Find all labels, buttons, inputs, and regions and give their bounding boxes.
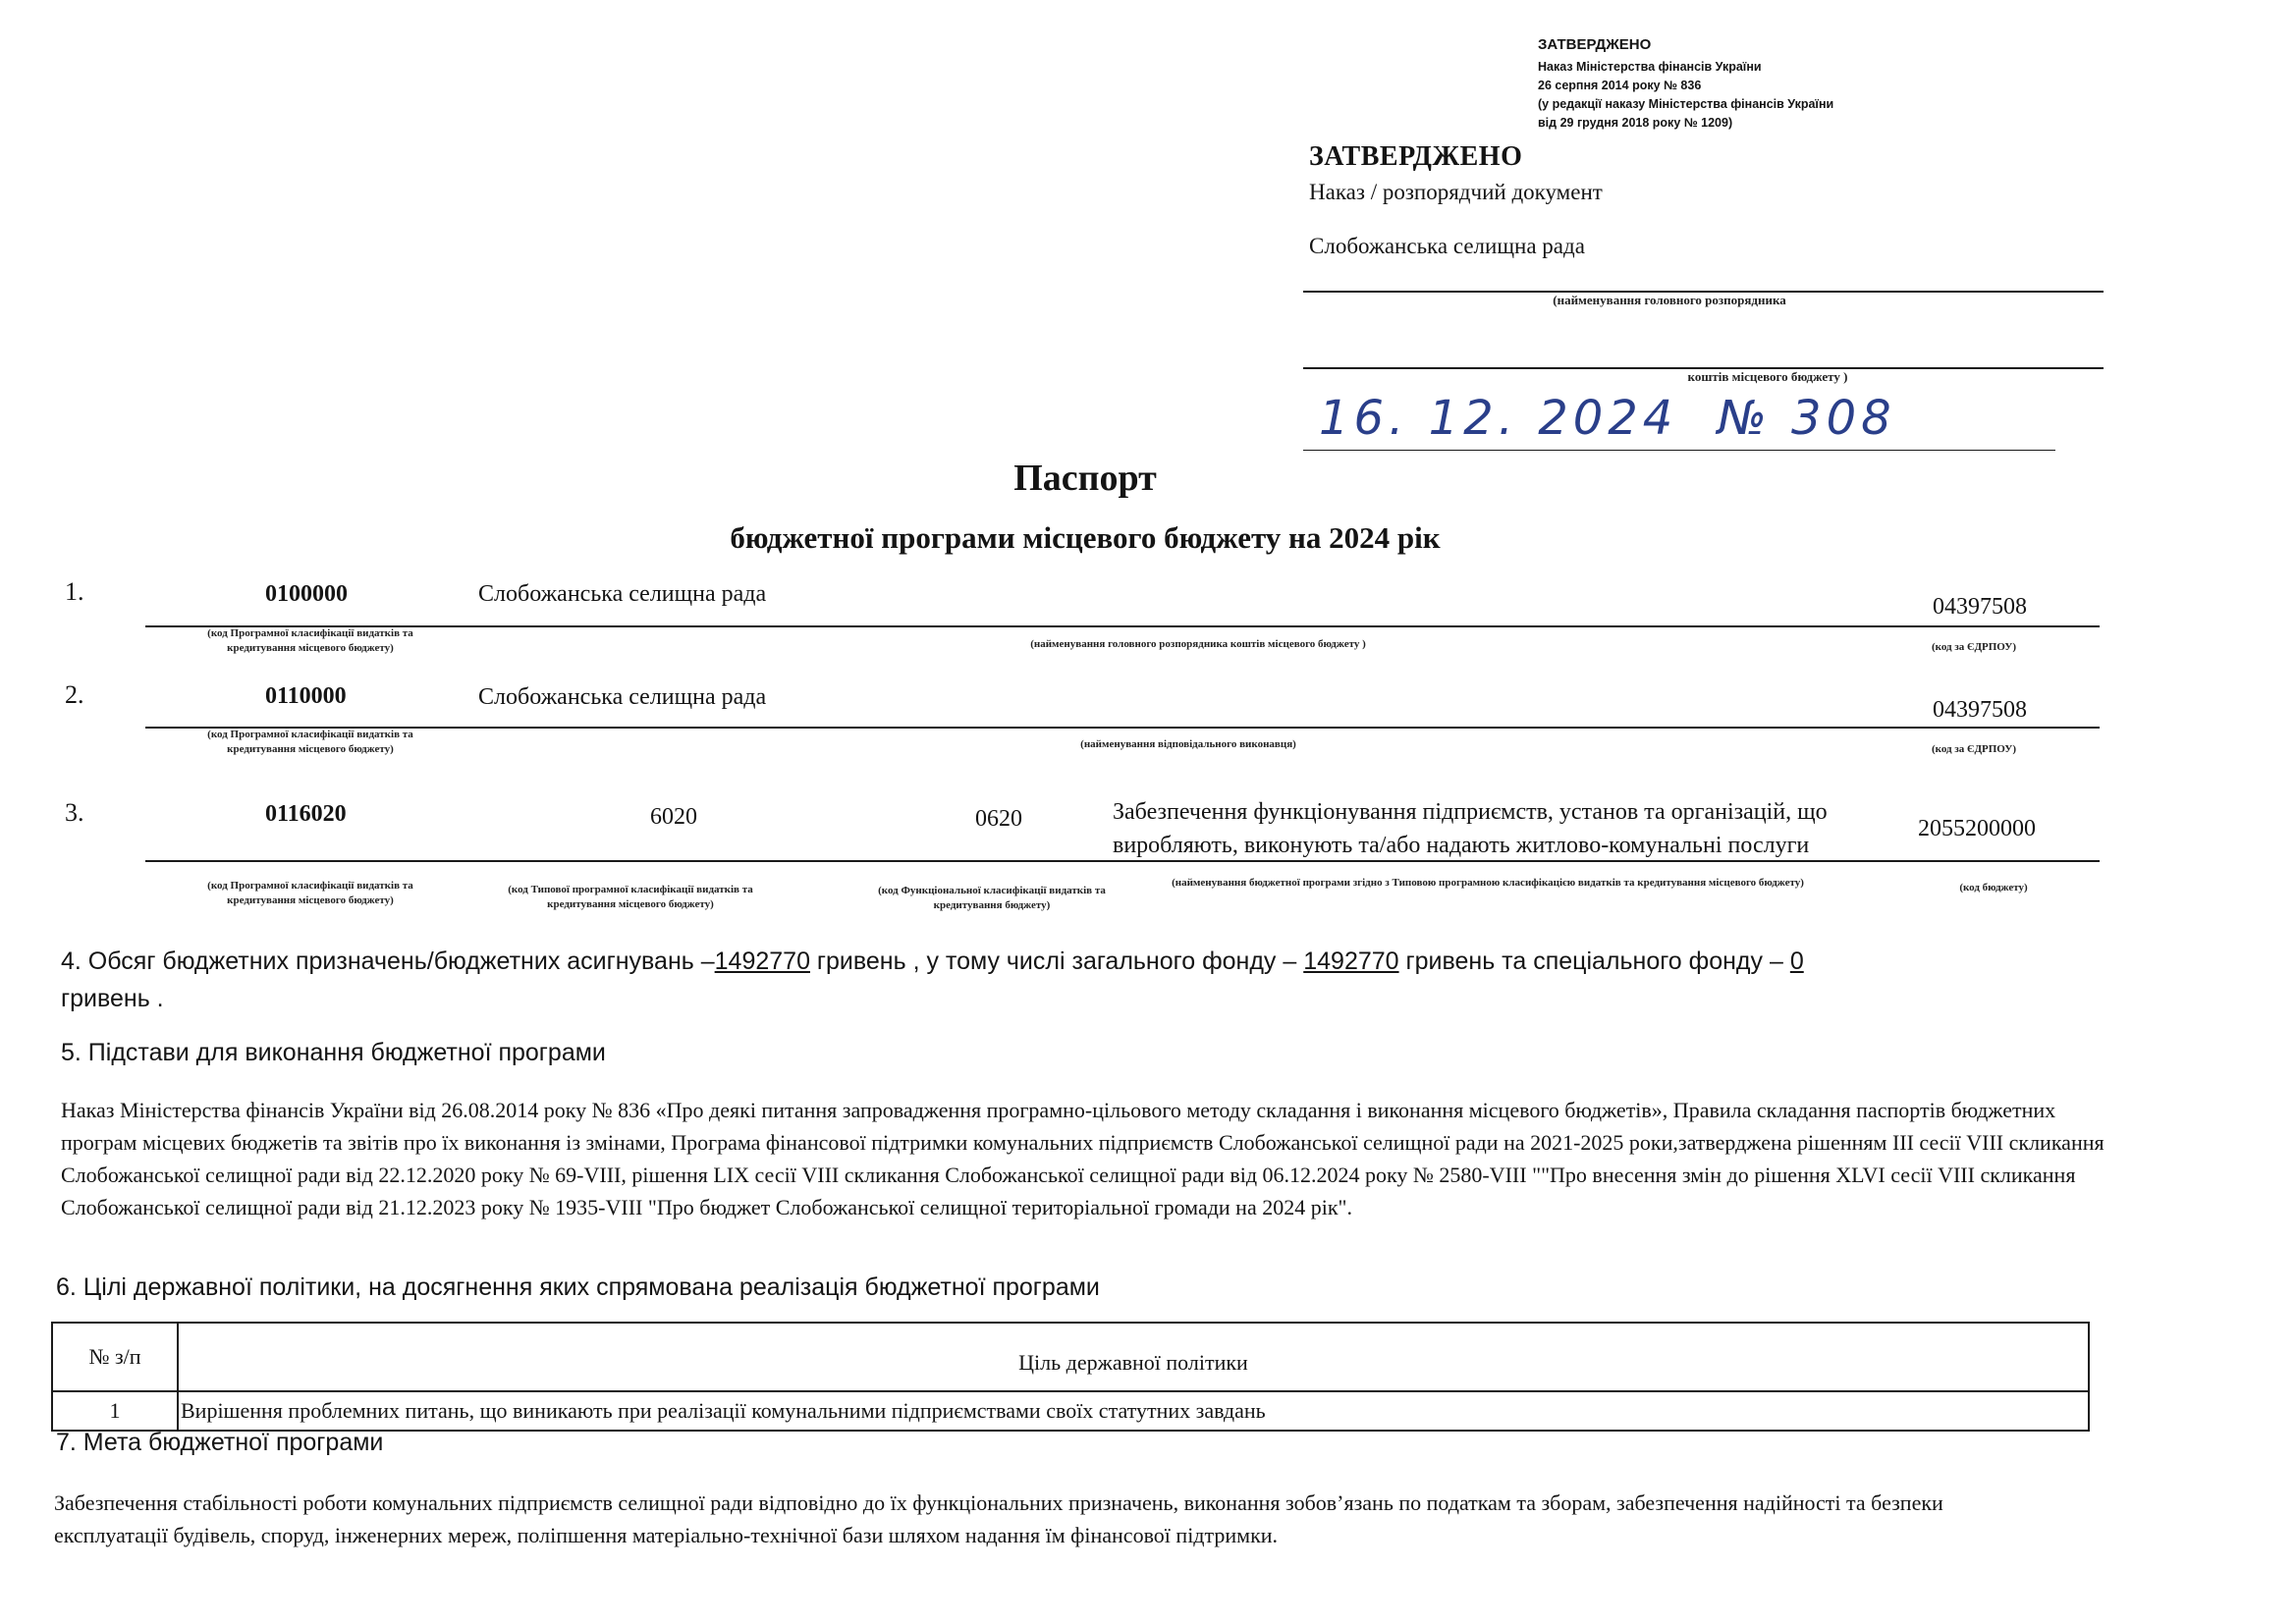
program-code: 0100000 <box>265 581 348 607</box>
caption: (код за ЄДРПОУ) <box>1931 743 2016 755</box>
table-header-row <box>52 1323 2089 1391</box>
general-fund-amount: 1492770 <box>1303 947 1399 975</box>
handwritten-date-number: 16. 12. 2024 № 308 <box>1319 391 1896 446</box>
stamp-line: (у редакції наказу Міністерства фінансів України <box>1538 97 1834 111</box>
approval-stamp <box>1538 35 1862 133</box>
edrpou-code: 04397508 <box>1933 697 2027 723</box>
caption: (код Програмної класифікації видатків та кредитування місцевого бюджету) <box>207 880 413 906</box>
table-row <box>52 1391 2089 1431</box>
executor-name: Слобожанська селищна рада <box>478 684 767 710</box>
stamp-title: ЗАТВЕРДЖЕНО <box>1538 36 1652 53</box>
stamp-line: 26 серпня 2014 року № 836 <box>1538 79 1702 92</box>
divider <box>1303 450 2055 451</box>
caption: (код за ЄДРПОУ) <box>1931 641 2016 653</box>
caption: (код Функціональної класифікації видатків та кредитування бюджету) <box>878 885 1106 911</box>
approval-caption: (найменування головного розпорядника <box>1553 293 1786 307</box>
caption: (код Програмної класифікації видатків та кредитування місцевого бюджету) <box>207 729 413 755</box>
goals-table <box>51 1322 2090 1432</box>
row-num: 1 <box>52 1391 178 1431</box>
header-num: № з/п <box>52 1323 178 1391</box>
page-subtitle: бюджетної програми місцевого бюджету на 2024 рік <box>730 520 1441 555</box>
typical-code: 6020 <box>650 804 697 830</box>
executor-code: 0110000 <box>265 683 347 709</box>
total-amount: 1492770 <box>714 947 810 975</box>
row-number: 1. <box>65 577 84 606</box>
row-number: 3. <box>65 798 84 827</box>
section-4 <box>61 943 2094 1017</box>
section-4-text: гривень та спеціального фонду – <box>1398 947 1790 975</box>
caption: (код Програмної класифікації видатків та кредитування місцевого бюджету) <box>207 627 413 654</box>
caption: (код бюджету) <box>1959 882 2028 893</box>
row-number: 2. <box>65 680 84 709</box>
section-7-text: Забезпечення стабільності роботи комунальних підприємств селищної ради відповідно до їх функціональних призначень, виконання зобов’язань по податкам та зборам, забезпечення надійності та безпеки експлуатації будівель, споруд, інженерних мереж, поліпшення матеріально-технічної бази шляхом надання їм фінансової підтримки. <box>54 1490 1943 1547</box>
edrpou-code: 04397508 <box>1933 594 2027 620</box>
approval-title: ЗАТВЕРДЖЕНО <box>1309 141 1523 172</box>
approval-doc: Наказ / розпорядчий документ <box>1309 180 1603 204</box>
budget-code: 2055200000 <box>1918 816 2036 841</box>
page-title: Паспорт <box>1013 458 1157 499</box>
special-fund-amount: 0 <box>1789 947 1804 975</box>
header-goal: Ціль державної політики <box>178 1323 2089 1391</box>
section-4-text: гривень , у тому числі загального фонду – <box>809 947 1304 975</box>
section-6-title: 6. Цілі державної політики, на досягнення яких спрямована реалізація бюджетної програми <box>56 1273 1100 1301</box>
stamp-line: від 29 грудня 2018 року № 1209) <box>1538 116 1733 130</box>
section-5-title: 5. Підстави для виконання бюджетної програми <box>61 1039 606 1066</box>
program-code: 0116020 <box>265 801 347 827</box>
caption: (найменування відповідального виконавця) <box>1080 738 1296 750</box>
section-4-suffix: гривень . <box>61 985 164 1012</box>
caption: (код Типової програмної класифікації видатків та кредитування місцевого бюджету) <box>508 884 753 910</box>
section-7-title: 7. Мета бюджетної програми <box>56 1429 384 1456</box>
program-name: Слобожанська селищна рада <box>478 581 767 607</box>
approval-caption: коштів місцевого бюджету ) <box>1687 369 1848 384</box>
functional-code: 0620 <box>975 806 1022 832</box>
divider <box>145 860 2100 862</box>
section-5-text: Наказ Міністерства фінансів України від 26.08.2014 року № 836 «Про деякі питання запровадження програмно-цільового методу складання і виконання місцевого бюджетів», Правила складання паспортів бюджетних програм місцевих бюджетів та звітів про їх виконання із змінами, Програма фінансової підтримки комунальних підприємств Слобожанської селищної ради на 2021-2025 роки,затверджена рішенням ІІІ сесії VІІІ скликання Слобожанської селищної ради від 22.12.2020 року № 69-VІІІ, рішення LIX сесії VIII скликання Слобожанської селищної ради від 06.12.2024 року № 2580-VIII ""Про внесення змін до рішення XLVI сесії VIII скликання Слобожанської селищної ради від 21.12.2023 року № 1935-VIII "Про бюджет Слобожанської селищної територіальної громади на 2024 рік". <box>61 1098 2105 1219</box>
section-4-prefix: 4. Обсяг бюджетних призначень/бюджетних асигнувань – <box>61 947 715 975</box>
stamp-line: Наказ Міністерства фінансів України <box>1538 60 1762 74</box>
caption: (найменування бюджетної програми згідно з Типовою програмною класифікацією видатків та кредитування місцевого бюджету) <box>1172 877 1804 889</box>
approval-org: Слобожанська селищна рада <box>1309 234 1585 258</box>
caption: (найменування головного розпорядника коштів місцевого бюджету ) <box>1030 638 1366 650</box>
row-goal: Вирішення проблемних питань, що виникають при реалізації комунальними підприємствами своїх статутних завдань <box>178 1391 2089 1431</box>
program-full-name: Забезпечення функціонування підприємств, установ та організацій, що виробляють, виконують та/або надають житлово-комунальні послуги <box>1113 799 1828 858</box>
